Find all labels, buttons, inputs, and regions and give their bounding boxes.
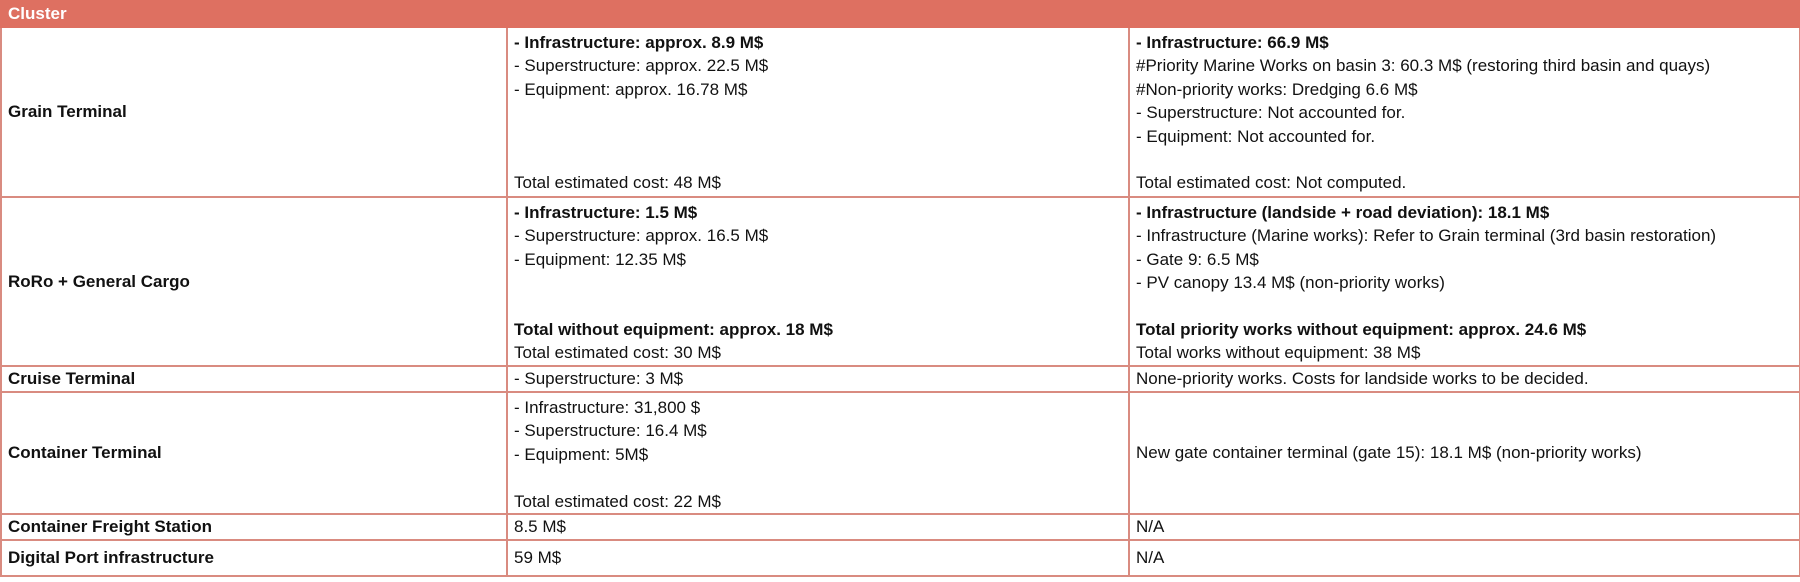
cell-line bbox=[514, 101, 1122, 124]
cell-line bbox=[514, 271, 1122, 294]
cell-line: Total priority works without equipment: approx. 24.6 M$ bbox=[1136, 319, 1587, 339]
cell-line: - Infrastructure: 31,800 $ bbox=[514, 398, 701, 417]
cell-line: - Infrastructure: 1.5 M$ bbox=[514, 203, 698, 222]
cell-line bbox=[514, 466, 1122, 489]
cell-line: - Infrastructure (landside + road deviation): 18.1 M$ bbox=[1136, 203, 1550, 222]
cluster-name: Container Terminal bbox=[1, 392, 507, 514]
cell-line: N/A bbox=[1136, 548, 1165, 568]
cost-estimate-cell bbox=[507, 366, 1129, 392]
cell-line: - Superstructure: 3 M$ bbox=[514, 369, 684, 389]
works-detail-cell bbox=[1129, 366, 1800, 392]
table-body bbox=[1, 27, 1800, 576]
cluster-name: Cruise Terminal bbox=[1, 366, 507, 392]
cell-line: Total estimated cost: 30 M$ bbox=[514, 343, 721, 363]
cell-line: Total estimated cost: 48 M$ bbox=[514, 173, 721, 193]
cell-line: - Equipment: approx. 16.78 M$ bbox=[514, 79, 748, 99]
table-row bbox=[1, 197, 1800, 366]
table-row bbox=[1, 27, 1800, 197]
cluster-name: RoRo + General Cargo bbox=[1, 197, 507, 366]
cell-line: Total without equipment: approx. 18 M$ bbox=[514, 319, 833, 339]
works-detail-cell bbox=[1129, 197, 1800, 366]
cell-line bbox=[514, 295, 1122, 318]
cell-line: Total works without equipment: 38 M$ bbox=[1136, 343, 1421, 363]
header-row bbox=[1, 1, 1800, 27]
works-detail-cell bbox=[1129, 392, 1800, 514]
cell-line bbox=[1136, 295, 1793, 318]
cell-line: - Equipment: 5M$ bbox=[514, 444, 649, 464]
cell-line: - Infrastructure (Marine works): Refer to Grain terminal (3rd basin restoration) bbox=[1136, 226, 1717, 246]
cost-estimate-cell bbox=[507, 27, 1129, 197]
cluster-name: Grain Terminal bbox=[1, 27, 507, 197]
table-row bbox=[1, 366, 1800, 392]
works-detail-cell bbox=[1129, 27, 1800, 197]
cell-line: None-priority works. Costs for landside works to be decided. bbox=[1136, 369, 1589, 389]
table-row bbox=[1, 514, 1800, 540]
cluster-name: Digital Port infrastructure bbox=[1, 540, 507, 576]
cell-line: - Gate 9: 6.5 M$ bbox=[1136, 249, 1259, 269]
cell-line: Total estimated cost: 22 M$ bbox=[514, 491, 721, 511]
cell-line: - Equipment: Not accounted for. bbox=[1136, 126, 1376, 146]
cell-line: #Priority Marine Works on basin 3: 60.3 M$ (restoring third basin and quays) bbox=[1136, 56, 1711, 76]
cell-line: - Superstructure: Not accounted for. bbox=[1136, 103, 1406, 123]
cost-estimate-cell bbox=[507, 540, 1129, 576]
table-row bbox=[1, 540, 1800, 576]
cell-line: Total estimated cost: Not computed. bbox=[1136, 173, 1407, 193]
cell-line bbox=[514, 148, 1122, 171]
cell-line: N/A bbox=[1136, 517, 1165, 537]
cell-line: - Superstructure: approx. 16.5 M$ bbox=[514, 226, 769, 246]
cell-line: - Infrastructure: approx. 8.9 M$ bbox=[514, 33, 764, 52]
cell-line: - Equipment: 12.35 M$ bbox=[514, 249, 686, 269]
cell-line bbox=[1136, 148, 1793, 171]
cell-line bbox=[514, 125, 1122, 148]
cell-line: 59 M$ bbox=[514, 548, 562, 568]
table-row bbox=[1, 392, 1800, 514]
cell-line: - Superstructure: approx. 22.5 M$ bbox=[514, 56, 769, 76]
cluster-header: Cluster bbox=[1, 1, 1800, 27]
cell-line: #Non-priority works: Dredging 6.6 M$ bbox=[1136, 79, 1418, 99]
cell-line: - Infrastructure: 66.9 M$ bbox=[1136, 33, 1329, 52]
works-detail-cell bbox=[1129, 514, 1800, 540]
cell-line: New gate container terminal (gate 15): 18.1 M$ (non-priority works) bbox=[1136, 443, 1642, 463]
cost-estimate-cell bbox=[507, 197, 1129, 366]
works-detail-cell bbox=[1129, 540, 1800, 576]
cell-line: - PV canopy 13.4 M$ (non-priority works) bbox=[1136, 273, 1445, 293]
cell-line: 8.5 M$ bbox=[514, 517, 566, 537]
cost-estimate-cell bbox=[507, 392, 1129, 514]
cell-line: - Superstructure: 16.4 M$ bbox=[514, 421, 707, 441]
cluster-name: Container Freight Station bbox=[1, 514, 507, 540]
cost-estimate-cell bbox=[507, 514, 1129, 540]
